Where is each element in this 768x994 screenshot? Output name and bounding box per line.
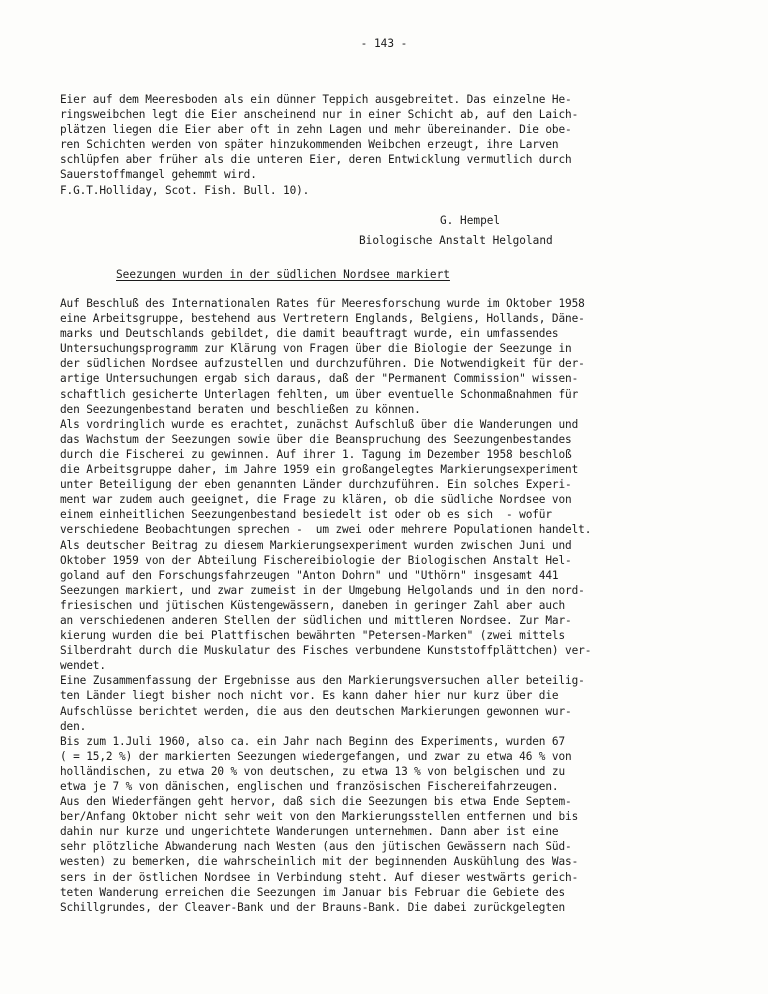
text-line: der südlichen Nordsee aufzustellen und durchzuführen. Die Notwendigkeit für der- [60,357,585,371]
text-line: sers in der östlichen Nordsee in Verbindung steht. Auf dieser westwärts gerich- [60,870,579,884]
text-line: plätzen liegen die Eier aber oft in zehn Lagen und mehr übereinander. Die obe- [60,123,572,137]
text-line: friesischen und jütischen Küstengewässern, daneben in geringer Zahl aber auch [60,598,566,612]
text-line: westen) zu bemerken, die wahrscheinlich mit der beginnenden Auskühlung des Was- [60,855,579,869]
article-title: Seezungen wurden in der südlichen Nordsee markiert [116,268,450,281]
text-line: Als deutscher Beitrag zu diesem Markierungsexperiment wurden zwischen Juni und [60,538,572,552]
text-line: ren Schichten werden von später hinzukommenden Weibchen erzeugt, ihre Larven [60,138,559,152]
page-number: - 143 - [360,37,408,50]
text-line: wendet. [60,659,106,673]
text-line: Bis zum 1.Juli 1960, also ca. ein Jahr nach Beginn des Experiments, wurden 67 [60,734,566,748]
text-line: etwa je 7 % von dänischen, englischen und französischen Fischereifahrzeugen. [60,780,559,793]
text-line: unter Beteiligung der eben genannten Länder durchzuführen. Ein solches Experi- [60,478,572,492]
text-line: goland auf den Forschungsfahrzeugen "Anton Dohrn" und "Uthörn" insgesamt 441 [60,568,559,582]
text-line: das Wachstum der Seezungen sowie über die Beanspruchung des Seezungenbestandes [60,432,572,446]
text-line: Schillgrundes, der Cleaver-Bank und der Brauns-Bank. Die dabei zurückgelegten [60,900,566,914]
citation: F.G.T.Holliday, Scot. Fish. Bull. 10). [60,183,310,197]
text-line: ringsweibchen legt die Eier anscheinend nur in einer Schicht ab, auf den Laich- [60,108,579,122]
text-line: sehr plötzliche Abwanderung nach Westen (aus den jütischen Gewässern nach Süd- [60,840,572,854]
text-line: schaftlich gesicherte Unterlagen fehlten, um über eventuelle Schonmaßnahmen für [60,387,579,401]
text-line: Oktober 1959 von der Abteilung Fischereibiologie der Biologischen Anstalt Hel- [60,553,572,567]
text-line: ber/Anfang Oktober nicht sehr weit von den Markierungsstellen entfernen und bis [60,810,579,824]
author-name: G. Hempel [440,214,501,227]
text-line: den Seezungenbestand beraten und beschließen zu können. [60,402,421,416]
text-line: Auf Beschluß des Internationalen Rates für Meeresforschung wurde im Oktober 1958 [60,297,585,310]
article-body [60,296,710,915]
text-line: Aufschlüsse berichtet werden, die aus den deutschen Markierungen gewonnen wur- [60,704,572,718]
text-line: Silberdraht durch die Muskulatur des Fisches verbundene Kunststoffplättchen) ver- [60,644,592,658]
text-line: eine Arbeitsgruppe, bestehend aus Vertretern Englands, Belgiens, Hollands, Däne- [60,312,585,326]
text-line: Als vordringlich wurde es erachtet, zunächst Aufschluß über die Wanderungen und [60,417,579,431]
text-line: Eier auf dem Meeresboden als ein dünner Teppich ausgebreitet. Das einzelne He- [60,93,572,106]
text-line: Seezungen markiert, und zwar zumeist in der Umgebung Helgolands und in den nord- [60,583,585,597]
text-line: schlüpfen aber früher als die unteren Eier, deren Entwicklung vermutlich durch [60,153,572,167]
text-line: dahin nur kurze und ungerichtete Wanderungen unternehmen. Dann aber ist eine [60,825,559,839]
text-line: verschiedene Beobachtungen sprechen - um zwei oder mehrere Populationen handelt. [60,523,592,537]
text-line: Untersuchungsprogramm zur Klärung von Fragen über die Biologie der Seezunge in [60,342,572,356]
text-line: Sauerstoffmangel gehemmt wird. [60,168,257,182]
text-line: holländischen, zu etwa 20 % von deutschen, zu etwa 13 % von belgischen und zu [60,764,566,778]
text-line: an verschiedenen anderen Stellen der südlichen und mittleren Nordsee. Zur Mar- [60,613,572,627]
text-line: ment war zudem auch geeignet, die Frage zu klären, ob die südliche Nordsee von [60,493,572,507]
text-line: artige Untersuchungen ergab sich daraus, daß der "Permanent Commission" wissen- [60,372,579,386]
text-line: marks und Deutschlands gebildet, die damit beauftragt wurde, ein umfassendes [60,327,559,341]
institution-name: Biologische Anstalt Helgoland [359,234,553,247]
text-line: durch die Fischerei zu gewinnen. Auf ihrer 1. Tagung im Dezember 1958 beschloß [60,447,572,461]
paragraph-herring-eggs [60,92,710,198]
text-line: die Arbeitsgruppe daher, im Jahre 1959 ein großangelegtes Markierungsexperiment [60,463,579,477]
text-line: teten Wanderung erreichen die Seezungen im Januar bis Februar die Gebiete des [60,885,566,899]
text-line: ( = 15,2 %) der markierten Seezungen wiedergefangen, und zwar zu etwa 46 % von [60,749,572,763]
text-line: einem einheitlichen Seezungenbestand besiedelt ist oder ob es sich - wofür [60,508,552,522]
text-line: Aus den Wiederfängen geht hervor, daß sich die Seezungen bis etwa Ende Septem- [60,795,572,809]
text-line: Eine Zusammenfassung der Ergebnisse aus den Markierungsversuchen aller beteilig- [60,674,585,688]
text-line: kierung wurden die bei Plattfischen bewährten "Petersen-Marken" (zwei mittels [60,629,566,643]
text-line: den. [60,719,87,733]
text-line: ten Länder liegt bisher noch nicht vor. Es kann daher hier nur kurz über die [60,689,559,703]
